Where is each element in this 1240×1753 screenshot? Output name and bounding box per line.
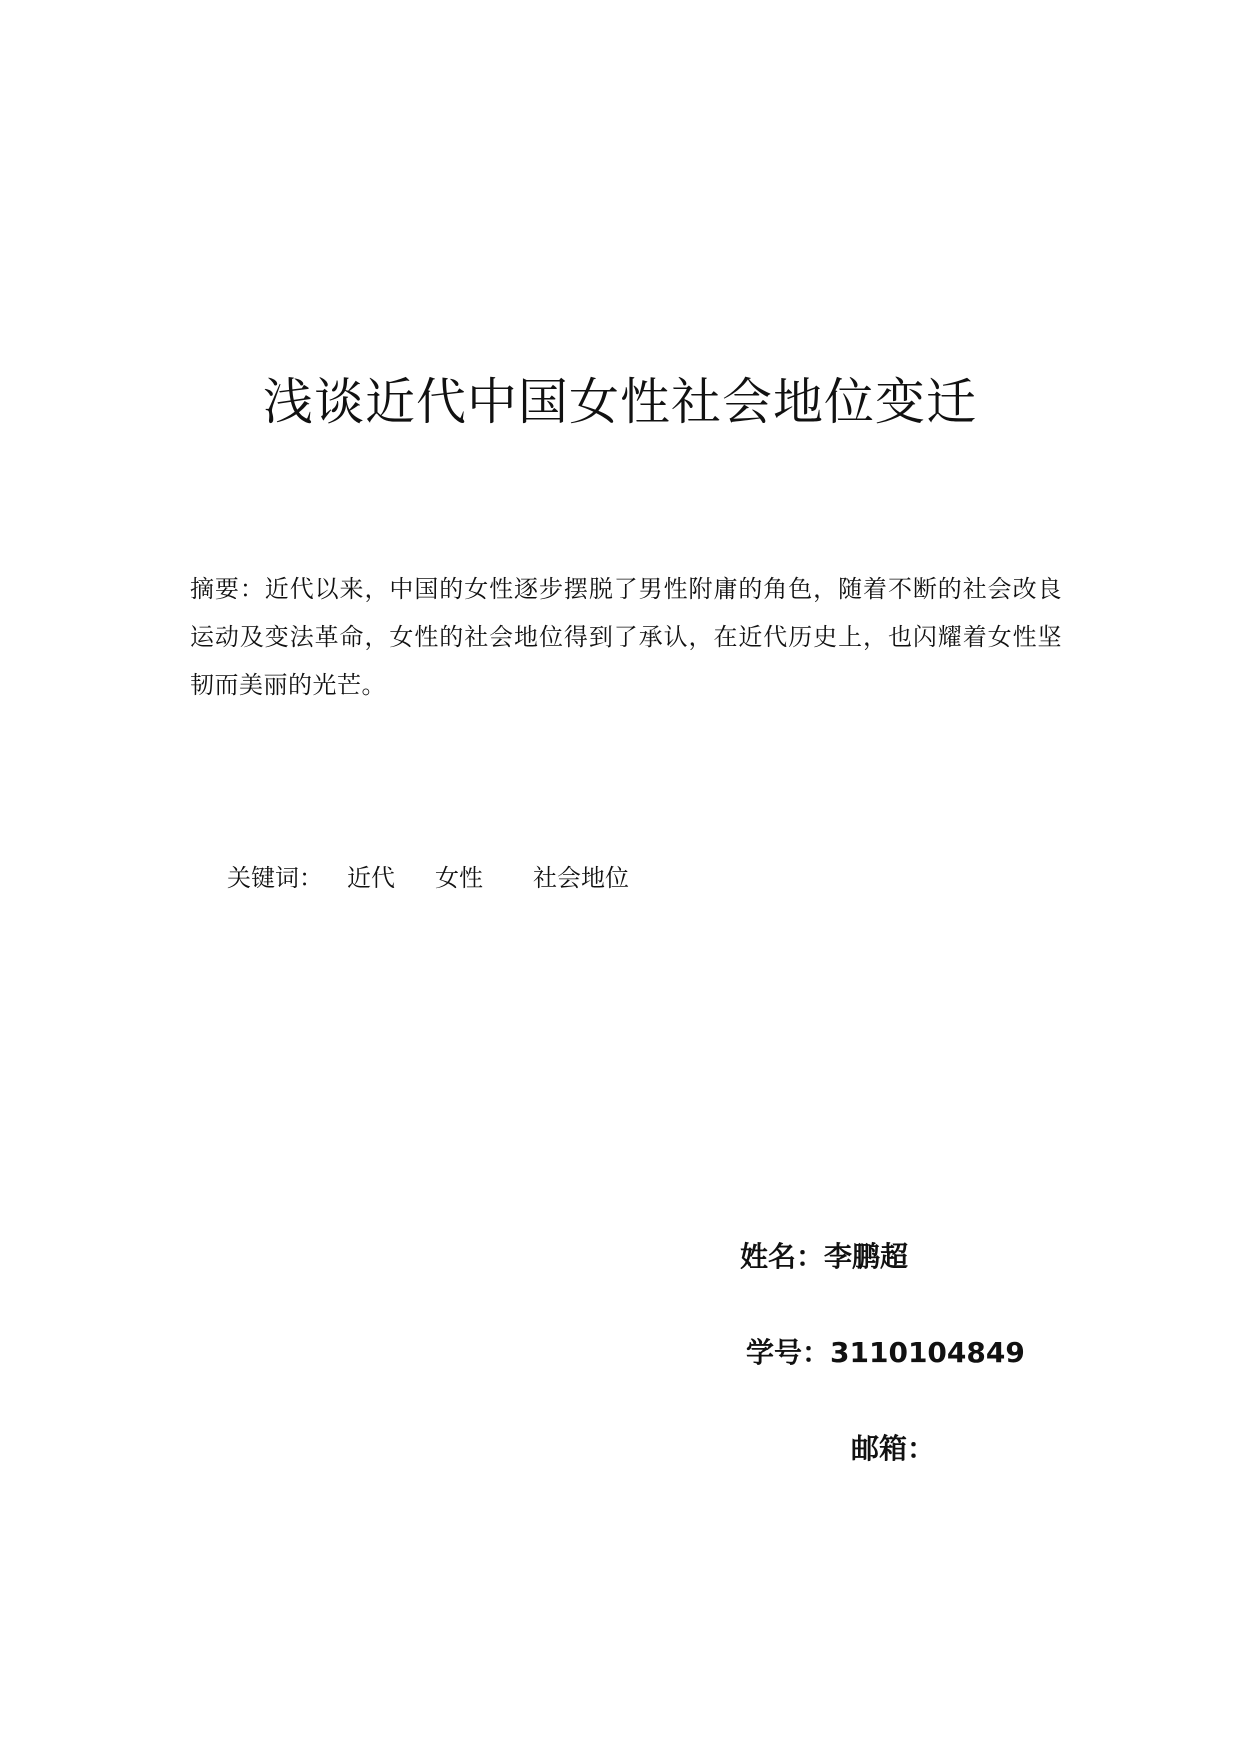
author-name-line (740, 1237, 908, 1277)
author-name: 李鹏超 (824, 1240, 909, 1273)
keyword-item: 女性 (435, 864, 483, 892)
keywords-label: 关键词： (227, 864, 323, 892)
student-id-value: 3110104849 (830, 1336, 1025, 1369)
email-label: 邮箱： (851, 1432, 936, 1465)
abstract-paragraph: 摘要：近代以来，中国的女性逐步摆脱了男性附庸的角色，随着不断的社会改良运动及变法革命，女性的社会地位得到了承认，在近代历史上，也闪耀着女性坚韧而美丽的光芒。 (190, 575, 1062, 699)
keywords-line (227, 860, 629, 896)
keyword-item: 社会地位 (533, 864, 629, 892)
student-id-label: 学号： (746, 1336, 831, 1369)
name-label: 姓名： (740, 1240, 825, 1273)
email-line (851, 1429, 935, 1469)
keyword-item: 近代 (347, 864, 395, 892)
page-title: 浅谈近代中国女性社会地位变迁 (263, 373, 977, 431)
student-id-line (746, 1333, 1025, 1373)
